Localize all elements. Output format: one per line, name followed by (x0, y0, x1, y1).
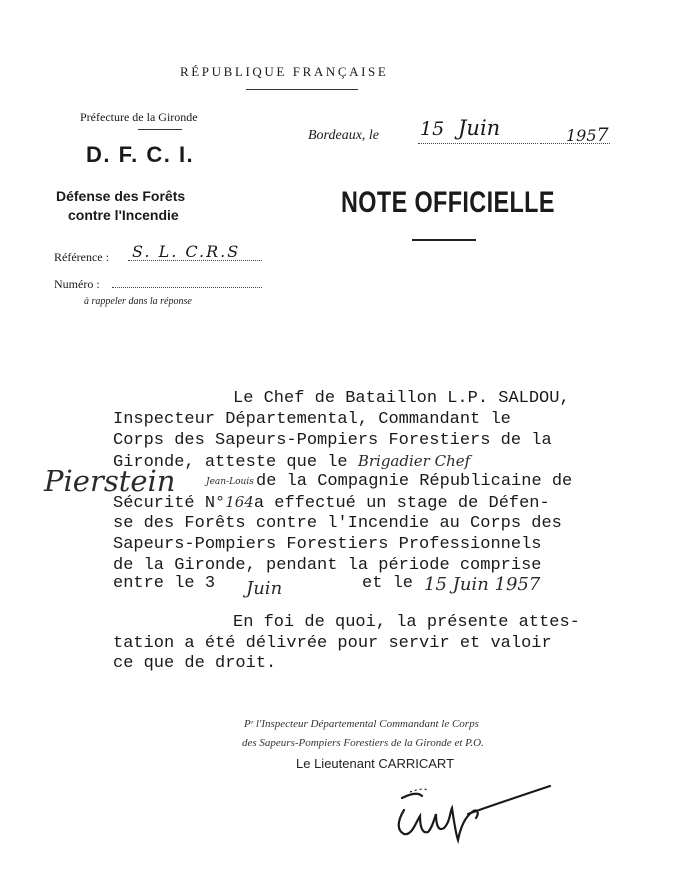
body-line-11: En foi de quoi, la présente attes- (233, 613, 580, 632)
body-line-6 (113, 493, 550, 513)
header-divider (246, 89, 358, 90)
reference-handwritten-value: S. L. C.R.S (132, 242, 241, 261)
numero-label: Numéro : (54, 277, 100, 291)
body-line-3: Corps des Sapeurs-Pompiers Forestiers de la (113, 431, 552, 450)
body-line-7: se des Forêts contre l'Incendie au Corps des (113, 514, 562, 533)
dateline-day: 15 (420, 118, 445, 140)
dateline-year-prefix: 195 (566, 126, 597, 145)
signature-name: Le Lieutenant CARRICART (296, 756, 455, 771)
dateline-label: Bordeaux, le (308, 128, 380, 143)
body-line-8: Sapeurs-Pompiers Forestiers Professionnels (113, 535, 542, 554)
dateline-month: Juin (458, 116, 501, 140)
start-month-handwritten: Juin (246, 578, 283, 599)
org-acronym: D. F. C. I. (86, 142, 195, 167)
body-line-6-text-a: Sécurité N° (113, 494, 226, 513)
dateline-year-suffix: 7 (596, 124, 609, 146)
name-handwritten: Pierstein (44, 464, 176, 498)
body-line-2: Inspecteur Départemental, Commandant le (113, 410, 511, 429)
body-line-9: de la Gironde, pendant la période comprise (113, 556, 542, 575)
note-title-underline (412, 239, 476, 241)
rappeler-note: à rappeler dans la réponse (84, 296, 192, 307)
signature-title-line1: Pʳ l'Inspecteur Départemental Commandant le Corps (244, 718, 479, 730)
reference-label: Référence : (54, 250, 109, 264)
body-line-1: Le Chef de Bataillon L.P. SALDOU, (233, 389, 570, 408)
firstname-handwritten: Jean-Louis (206, 477, 254, 487)
numero-dotted-line (112, 287, 262, 288)
company-number-handwritten: 164 (225, 493, 254, 511)
body-line-12: tation a été délivrée pour servir et valoir (113, 634, 552, 653)
dateline-year (566, 124, 609, 146)
end-date-handwritten: 15 Juin 1957 (424, 574, 541, 595)
signature-title-line2: des Sapeurs-Pompiers Forestiers de la Gironde et P.O. (242, 737, 484, 749)
republique-header: RÉPUBLIQUE FRANÇAISE (180, 64, 389, 79)
body-line-5: de la Compagnie Républicaine de (256, 472, 573, 491)
dateline-dotted-line (418, 143, 538, 144)
handwritten-signature (380, 778, 560, 848)
body-line-10-a: entre le 3 (113, 574, 216, 593)
note-title: NOTE OFFICIELLE (341, 186, 555, 219)
rank-handwritten: Brigadier Chef (357, 452, 471, 470)
body-line-13: ce que de droit. (113, 654, 277, 673)
body-line-4-text: Gironde, atteste que le (113, 453, 358, 472)
prefecture-label: Préfecture de la Gironde (80, 110, 198, 124)
org-name-line2: contre l'Incendie (68, 207, 179, 223)
org-name-line1: Défense des Forêts (56, 188, 186, 204)
body-line-6-text-b: a effectué un stage de Défen- (253, 494, 550, 513)
body-line-10-b: et le (362, 574, 414, 593)
prefecture-divider (138, 129, 182, 130)
